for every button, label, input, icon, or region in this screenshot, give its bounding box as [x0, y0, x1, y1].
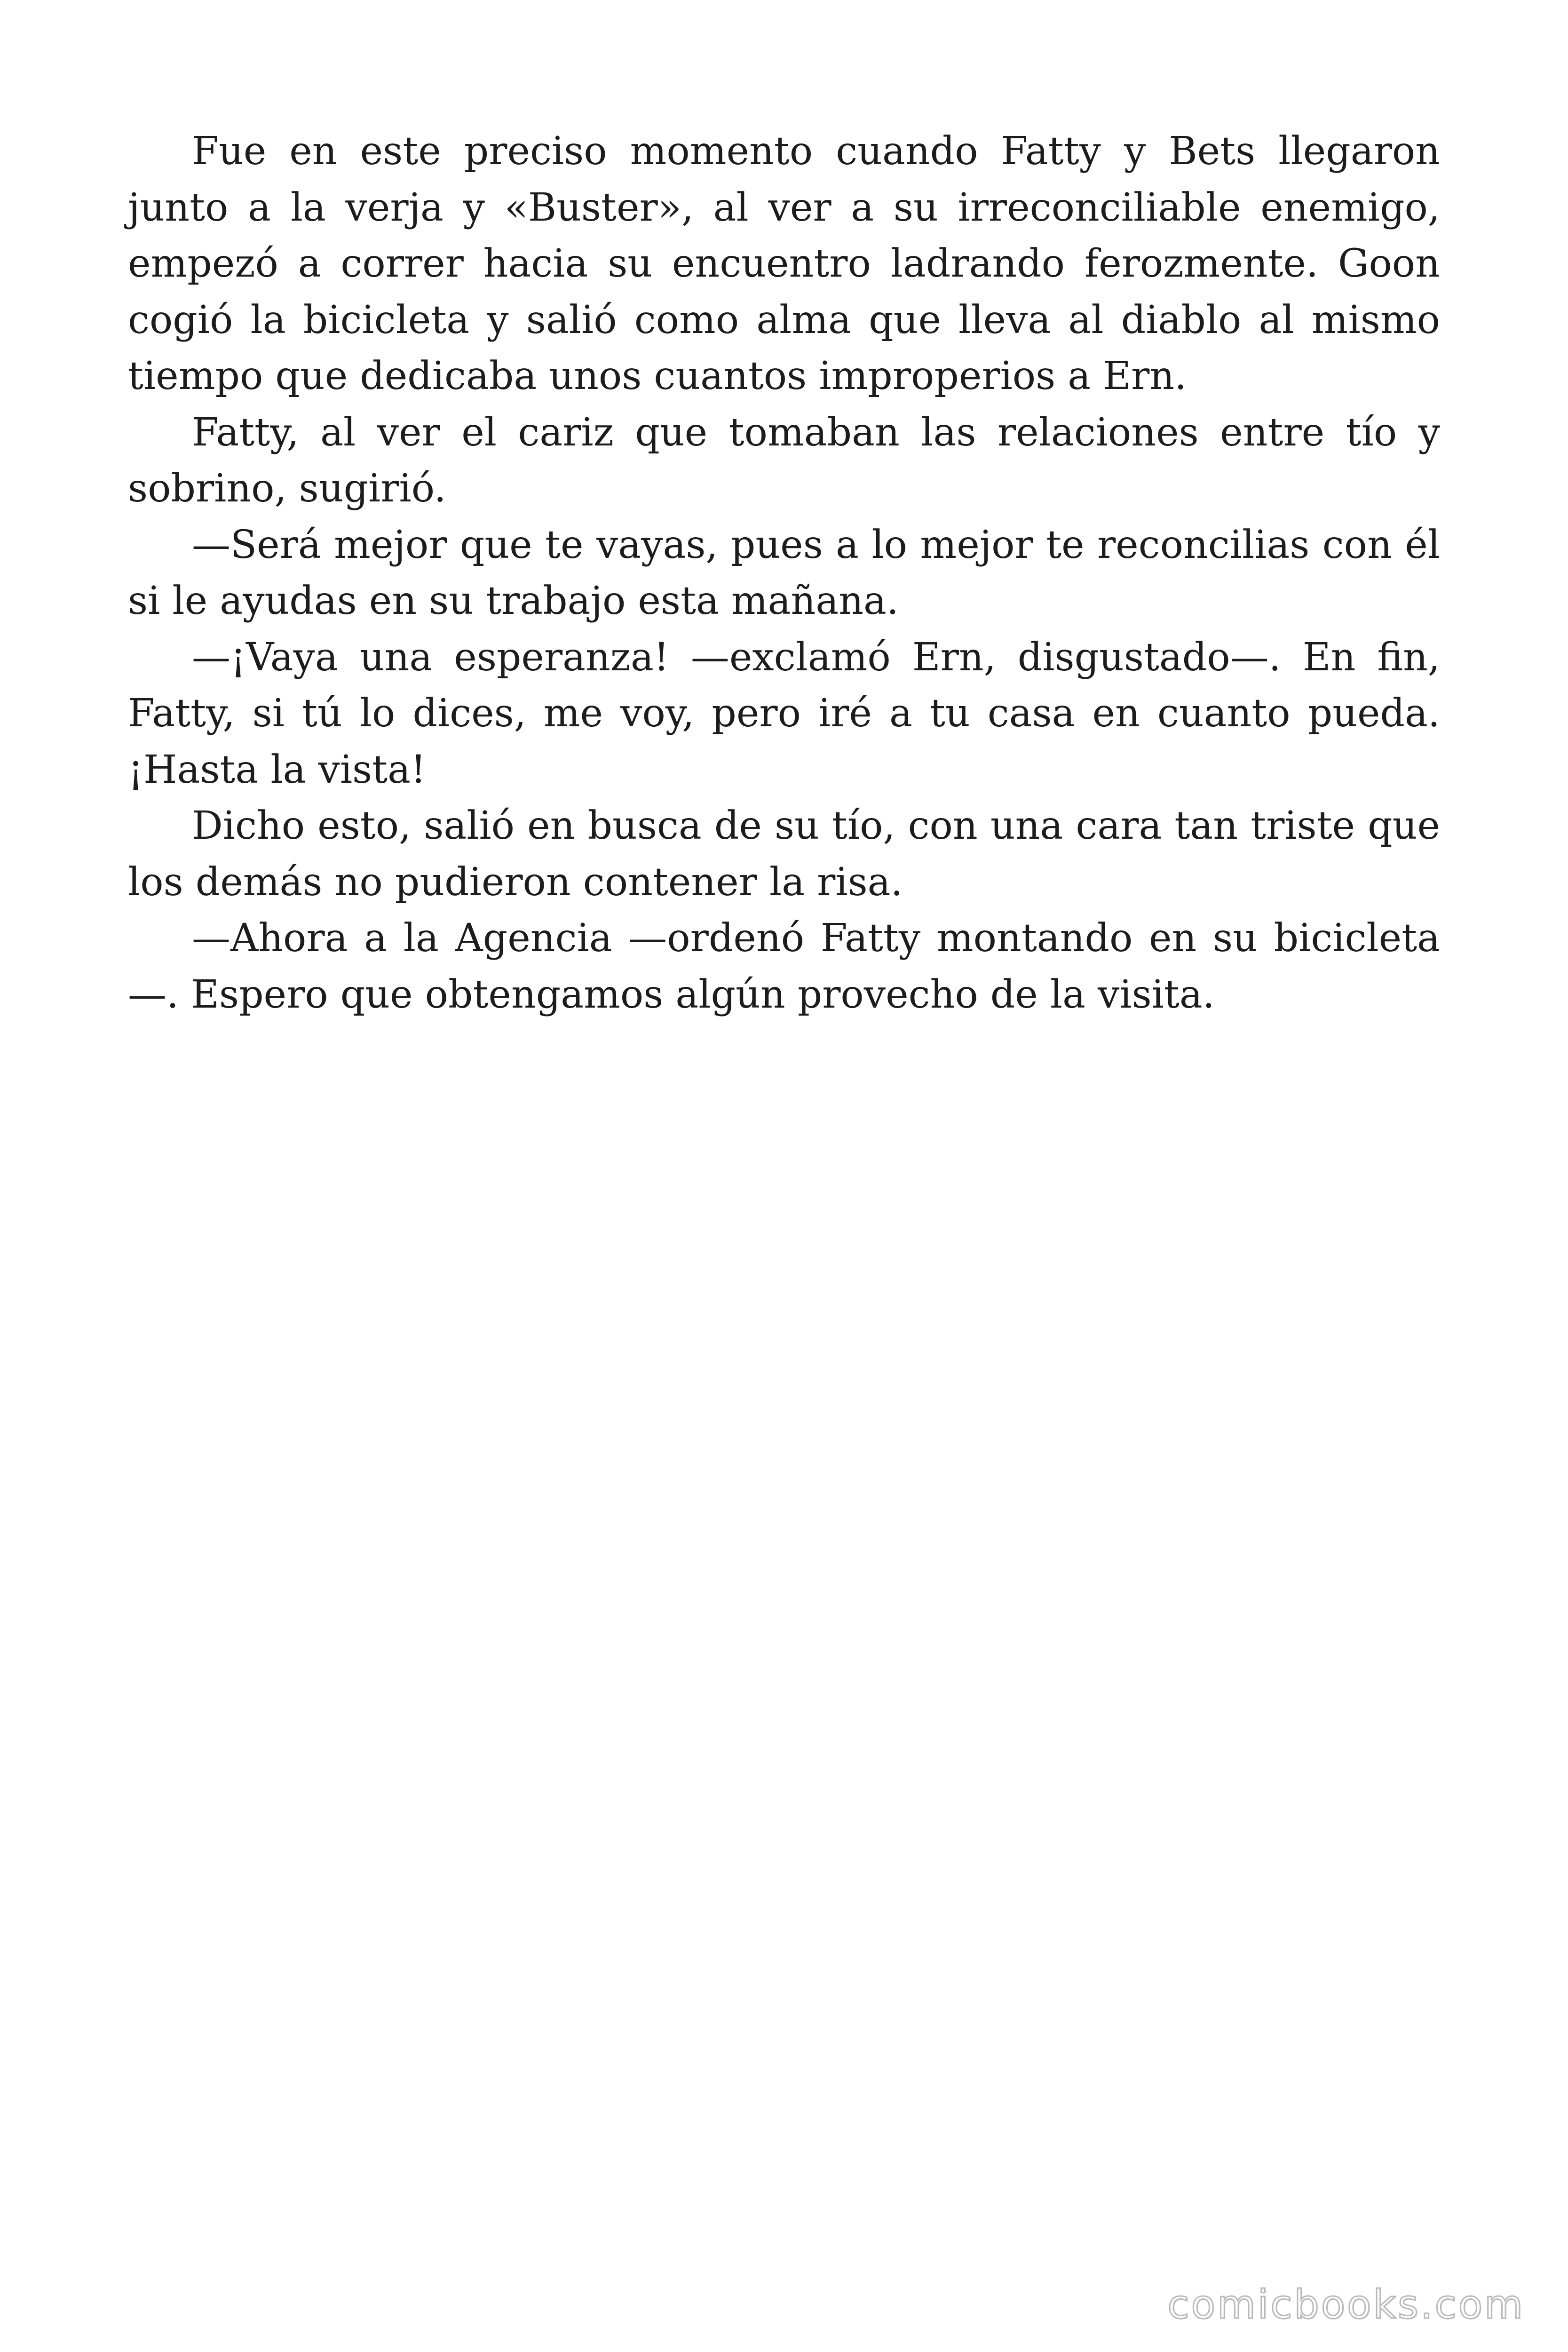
- paragraph-6: —Ahora a la Agencia —ordenó Fatty montando en su bicicleta —. Espero que obtengamos algún provecho de la visita.: [128, 916, 1440, 1017]
- paragraph-4: —¡Vaya una esperanza! —exclamó Ern, disgustado—. En fin, Fatty, si tú lo dices, me voy, pero iré a tu casa en cuanto pueda. ¡Hasta la vista!: [128, 635, 1440, 792]
- paragraph-2: Fatty, al ver el cariz que tomaban las relaciones entre tío y sobrino, sugirió.: [128, 410, 1440, 511]
- watermark: comicbooks.com: [1167, 2281, 1525, 2328]
- paragraph-3: —Será mejor que te vayas, pues a lo mejor te reconcilias con él si le ayudas en su trabajo esta mañana.: [128, 522, 1440, 623]
- paragraph-1: Fue en este preciso momento cuando Fatty y Bets llegaron junto a la verja y «Buster», al ver a su irreconciliable enemigo, empezó a correr hacia su encuentro ladrando ferozmente. Goon cogió la bicicleta y salió como alma que lleva al diablo al mismo tiempo que dedicaba unos cuantos improperios a Ern.: [128, 129, 1440, 398]
- body-text: [128, 123, 1440, 1023]
- paragraph-5: Dicho esto, salió en busca de su tío, con una cara tan triste que los demás no pudieron contener la risa.: [128, 803, 1440, 905]
